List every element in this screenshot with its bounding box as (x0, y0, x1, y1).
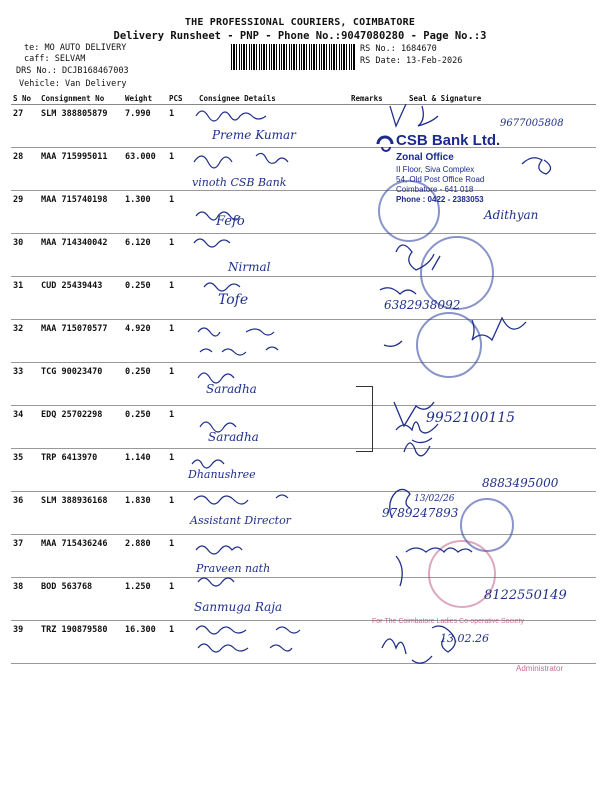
handwritten-phone: 9677005808 (500, 118, 564, 129)
csb-stamp-phone: Phone : 0422 - 2383053 (396, 195, 484, 204)
handwritten-date: 13/02/26 (414, 494, 455, 504)
cell-sno: 34 (11, 406, 39, 449)
cell-weight: 4.920 (123, 320, 167, 363)
cell-consignment: SLM 388805879 (39, 105, 123, 148)
handwritten-phone: 8883495000 (482, 476, 559, 490)
cell-pcs: 1 (167, 492, 197, 535)
drs-number: DRS No.: DCJB168467003 (16, 66, 129, 76)
handwritten-phone: 8122550149 (484, 588, 567, 603)
document-title: THE PROFESSIONAL COURIERS, COIMBATORE (184, 17, 416, 28)
col-remarks: Remarks (349, 92, 407, 105)
cell-consignment: MAA 715070577 (39, 320, 123, 363)
rs-number: RS No.: 1684670 (360, 44, 437, 54)
handwritten-signature: Adithyan (484, 208, 539, 222)
handwritten-phone: 9789247893 (382, 506, 459, 520)
cell-pcs: 1 (167, 449, 197, 492)
cell-sno: 31 (11, 277, 39, 320)
handwritten-name: Saradha (208, 430, 259, 444)
handwritten-name: Praveen nath (196, 562, 271, 575)
cell-sno: 35 (11, 449, 39, 492)
cell-sno: 38 (11, 578, 39, 621)
cell-sno: 36 (11, 492, 39, 535)
cell-weight: 16.300 (123, 621, 167, 664)
handwritten-name: Assistant Director (190, 514, 291, 527)
cell-pcs: 1 (167, 363, 197, 406)
cell-weight: 0.250 (123, 277, 167, 320)
cell-consignment: MAA 714340042 (39, 234, 123, 277)
route-label: te: MO AUTO DELIVERY (24, 43, 127, 53)
handwritten-name: Dhanushree (188, 468, 256, 481)
cell-consignment: CUD 25439443 (39, 277, 123, 320)
remarks-bracket-mark (356, 386, 373, 452)
society-stamp-text: For The Coimbatore Ladies Co-operative Society (372, 618, 525, 625)
cell-weight: 1.140 (123, 449, 167, 492)
cell-pcs: 1 (167, 105, 197, 148)
cell-weight: 63.000 (123, 148, 167, 191)
cell-sno: 30 (11, 234, 39, 277)
csb-stamp-title: CSB Bank Ltd. (396, 132, 501, 149)
cell-weight: 1.300 (123, 191, 167, 234)
cell-pcs: 1 (167, 191, 197, 234)
handwritten-name: Sanmuga Raja (194, 600, 283, 614)
cell-pcs: 1 (167, 320, 197, 363)
vehicle-label: Vehicle: Van Delivery (19, 79, 127, 89)
handwritten-name: vinoth CSB Bank (192, 176, 287, 189)
cell-pcs: 1 (167, 406, 197, 449)
cell-consignment: SLM 388936168 (39, 492, 123, 535)
cell-sno: 28 (11, 148, 39, 191)
handwritten-name: Saradha (206, 382, 257, 396)
col-weight: Weight (123, 92, 167, 105)
csb-stamp-line3: Coimbatore - 641 018 (396, 185, 474, 194)
col-sno: S No (11, 92, 39, 105)
handwritten-phone: 6382938092 (384, 298, 461, 312)
cell-pcs: 1 (167, 535, 197, 578)
cell-weight: 0.250 (123, 363, 167, 406)
handwritten-date: 13.02.26 (440, 632, 489, 645)
handwritten-name: Fefo (216, 214, 245, 229)
cell-weight: 6.120 (123, 234, 167, 277)
barcode (231, 44, 355, 70)
cell-sno: 32 (11, 320, 39, 363)
cell-weight: 0.250 (123, 406, 167, 449)
col-consignment: Consignment No (39, 92, 123, 105)
cell-pcs: 1 (167, 148, 197, 191)
handwritten-phone: 9952100115 (426, 410, 516, 426)
cell-consignment: MAA 715740198 (39, 191, 123, 234)
cell-weight: 1.250 (123, 578, 167, 621)
cell-consignment: TCG 90023470 (39, 363, 123, 406)
handwritten-name: Tofe (218, 292, 249, 308)
cell-weight: 7.990 (123, 105, 167, 148)
cell-pcs: 1 (167, 234, 197, 277)
administrator-label: Administrator (516, 664, 564, 673)
col-consignee: Consignee Details (197, 92, 349, 105)
cell-consignment: EDQ 25702298 (39, 406, 123, 449)
cell-consignment: TRP 6413970 (39, 449, 123, 492)
handwritten-name: Preme Kumar (212, 128, 296, 142)
cell-sno: 39 (11, 621, 39, 664)
col-seal-signature: Seal & Signature (407, 92, 596, 105)
col-pcs: PCS (167, 92, 197, 105)
cell-pcs: 1 (167, 621, 197, 664)
cell-sno: 27 (11, 105, 39, 148)
signature-scribbles (372, 100, 598, 670)
cell-consignment: TRZ 190879580 (39, 621, 123, 664)
cell-sno: 37 (11, 535, 39, 578)
csb-stamp-line2: 54, Old Post Office Road (396, 175, 485, 184)
cell-consignment: BOD 563768 (39, 578, 123, 621)
cell-pcs: 1 (167, 277, 197, 320)
cell-sno: 29 (11, 191, 39, 234)
cell-weight: 1.830 (123, 492, 167, 535)
handwriting-scribbles (186, 100, 346, 660)
cell-pcs: 1 (167, 578, 197, 621)
handwritten-name: Nirmal (228, 260, 271, 274)
cell-sno: 33 (11, 363, 39, 406)
staff-label: caff: SELVAM (24, 54, 86, 64)
csb-stamp-line1: II Floor, Siva Complex (396, 165, 475, 174)
rs-date: RS Date: 13-Feb-2026 (360, 56, 463, 66)
document-subtitle: Delivery Runsheet - PNP - Phone No.:9047080280 - Page No.:3 (113, 30, 487, 42)
cell-weight: 2.880 (123, 535, 167, 578)
cell-consignment: MAA 715436246 (39, 535, 123, 578)
csb-stamp-office: Zonal Office (396, 152, 454, 163)
cell-consignment: MAA 715995011 (39, 148, 123, 191)
